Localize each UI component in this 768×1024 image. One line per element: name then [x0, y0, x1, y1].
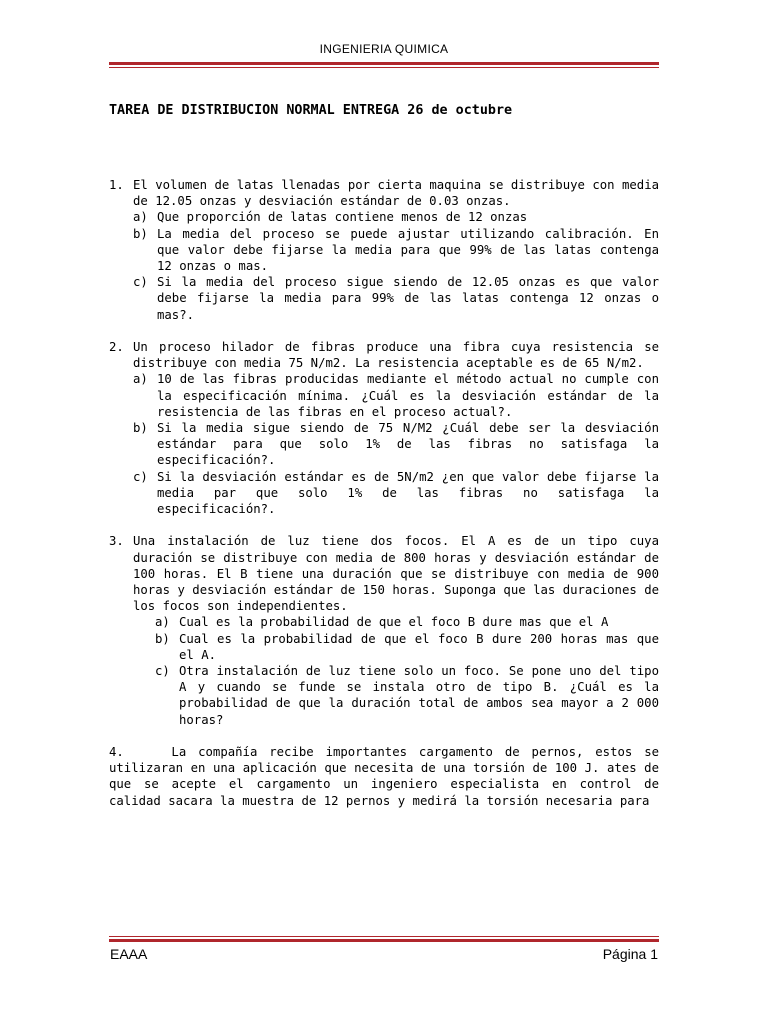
footer-rule-thick [109, 939, 659, 942]
sub-question [133, 209, 659, 225]
question-3 [109, 533, 659, 727]
sub-question-label: c) [133, 469, 148, 484]
sub-question-label: b) [133, 421, 148, 436]
sub-question-label: b) [133, 226, 148, 241]
sub-question-label: a) [155, 615, 170, 630]
sub-question [155, 614, 659, 630]
sub-question-text: Cual es la probabilidad de que el foco B dure mas que el A [179, 615, 609, 630]
question-text: La compañía recibe importantes cargamento de pernos, estos se utilizaran en una aplicación que necesita de una torsión de 100 J. ates de que se acepte el cargamento un ingeniero especialista en control de calidad sacara la muestra de 12 pernos y medirá la torsión necesaria para [109, 745, 659, 808]
sub-question-label: b) [155, 631, 170, 646]
sub-question [133, 469, 659, 518]
sub-question [133, 420, 659, 469]
sub-question-list [155, 614, 659, 727]
sub-question-text: 10 de las fibras producidas mediante el método actual no cumple con la especificación mínima. ¿Cuál es la desviación estándar de la resistencia de las fibras en el proceso actual?. [157, 372, 659, 419]
sub-question-text: Si la desviación estándar es de 5N/m2 ¿en que valor debe fijarse la media par que solo 1% de las fibras no satisfaga la especificación?. [157, 469, 659, 517]
sub-question [133, 274, 659, 323]
sub-question [155, 631, 659, 663]
footer-rule-thin [109, 936, 659, 937]
sub-question [155, 663, 659, 728]
document-body [109, 177, 659, 809]
sub-question [133, 226, 659, 275]
sub-question-text: Si la media del proceso sigue siendo de 12.05 onzas es que valor debe fijarse la media para 99% de las latas contenga 12 onzas o mas?. [157, 275, 659, 322]
page-number: Página 1 [602, 946, 658, 962]
question-text: Un proceso hilador de fibras produce una fibra cuya resistencia se distribuye con media 75 N/m2. La resistencia aceptable es de 65 N/m2. [133, 340, 659, 371]
sub-question-text: Si la media sigue siendo de 75 N/M2 ¿Cuál debe ser la desviación estándar para que solo 1% de las fibras no satisfaga la especificación?. [157, 421, 659, 468]
question-2 [109, 339, 659, 517]
sub-question-label: a) [133, 210, 148, 225]
sub-question-text: La media del proceso se puede ajustar utilizando calibración. En que valor debe fijarse la media para que 99% de las latas contenga 12 onzas o mas. [157, 226, 659, 274]
question-number: 4. [109, 745, 124, 760]
sub-question-label: a) [133, 372, 148, 387]
sub-question-list [133, 209, 659, 322]
question-text: El volumen de latas llenadas por cierta maquina se distribuye con media de 12.05 onzas y desviación estándar de 0.03 onzas. [133, 178, 659, 209]
sub-question-label: c) [133, 275, 148, 290]
footer-author: EAAA [110, 946, 148, 962]
page-header: INGENIERIA QUIMICA [319, 42, 449, 56]
sub-question [133, 371, 659, 420]
sub-question-text: Que proporción de latas contiene menos de 12 onzas [157, 210, 528, 225]
header-rule-thin [109, 67, 659, 68]
question-1 [109, 177, 659, 323]
question-4 [109, 744, 659, 809]
sub-question-list [133, 371, 659, 517]
sub-question-text: Cual es la probabilidad de que el foco B dure 200 horas mas que el A. [179, 631, 659, 662]
sub-question-label: c) [155, 664, 170, 679]
question-number: 3. [109, 534, 124, 549]
sub-question-text: Otra instalación de luz tiene solo un foco. Se pone uno del tipo A y cuando se funde se instala otro de tipo B. ¿Cuál es la probabilidad de que la duración total de ambos sea mayor a 2 000 horas? [179, 664, 659, 727]
question-number: 1. [109, 178, 124, 192]
question-number: 2. [109, 340, 124, 355]
question-text: Una instalación de luz tiene dos focos. El A es de un tipo cuya duración se distribuye con media de 800 horas y desviación estándar de 100 horas. El B tiene una duración que se distribuye con media de 900 horas y desviación estándar de 150 horas. Suponga que las duraciones de los focos son independientes. [133, 534, 659, 614]
document-title: TAREA DE DISTRIBUCION NORMAL ENTREGA 26 de octubre [109, 103, 513, 118]
header-rule-thick [109, 62, 659, 65]
